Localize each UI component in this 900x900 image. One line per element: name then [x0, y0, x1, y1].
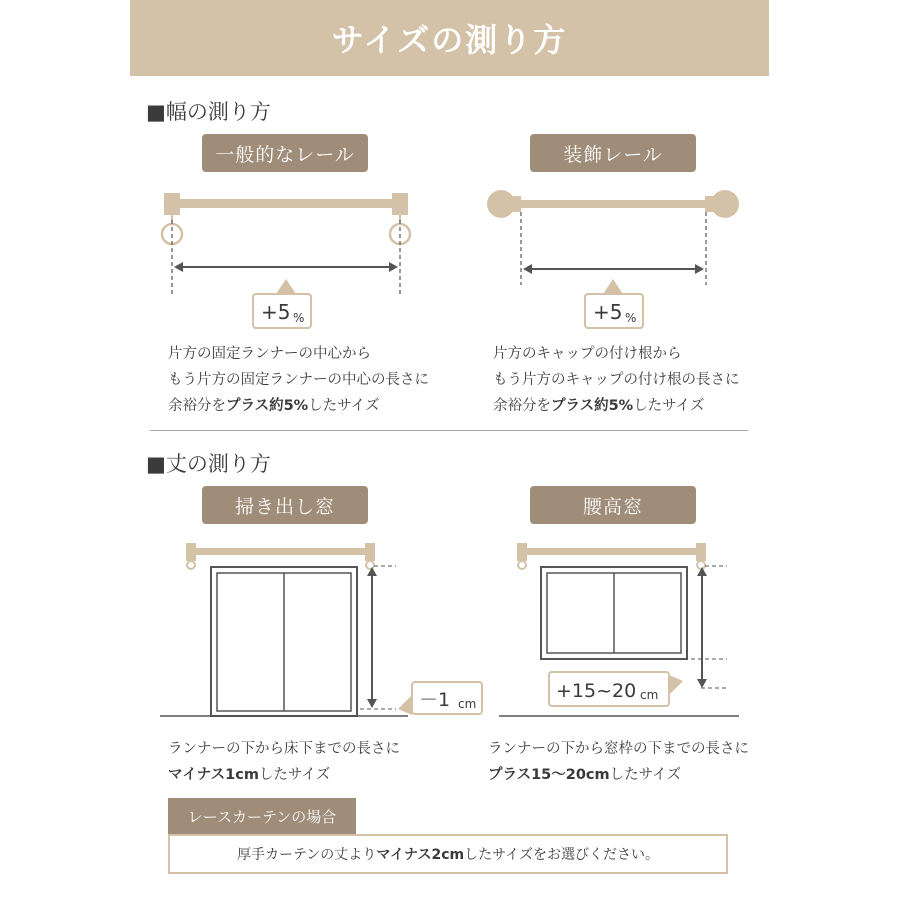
floor-window-label: 掃き出し窓: [202, 486, 368, 524]
rail-bar: [525, 548, 698, 555]
decorative-rail-diagram: [478, 180, 758, 340]
decorative-callout-value: +5: [593, 300, 623, 324]
decorative-callout-unit: %: [625, 311, 637, 325]
page-title: サイズの測り方: [130, 0, 769, 76]
callout-pointer: [398, 695, 412, 715]
lace-curtain-tab: レースカーテンの場合: [168, 798, 356, 834]
rail-bar: [194, 548, 367, 555]
waist-callout-unit: cm: [640, 688, 659, 702]
decorative-rail-label: 装飾レール: [530, 134, 696, 172]
floor-window-description: ランナーの下から床下までの長さに マイナス1cmしたサイズ: [168, 741, 400, 783]
waist-window-diagram: [495, 535, 765, 725]
width-section-title: ■幅の測り方: [146, 100, 271, 124]
rail-left-bracket: [164, 193, 180, 215]
general-rail-label: 一般的なレール: [202, 134, 368, 172]
rail-bar: [178, 199, 394, 208]
waist-callout-value: +15~20: [556, 680, 637, 702]
finial-right: [711, 190, 739, 218]
floor-callout-unit: cm: [458, 697, 477, 711]
callout-pointer: [603, 279, 623, 294]
decorative-rail-description: 片方のキャップの付け根から もう片方のキャップの付け根の長さに 余裕分をプラス約5%したサイズ: [493, 346, 740, 414]
floor-window-diagram: [160, 535, 490, 725]
callout-pointer: [276, 279, 296, 294]
length-section-title: ■丈の測り方: [146, 452, 271, 476]
section-divider: [150, 430, 748, 431]
lace-curtain-note: 厚手カーテンの丈より マイナス2cm したサイズをお選びください。: [168, 834, 728, 874]
general-rail-description: 片方の固定ランナーの中心から もう片方の固定ランナーの中心の長さに 余裕分をプラス約5%したサイズ: [168, 346, 429, 414]
general-rail-diagram: [150, 180, 430, 340]
finial-left: [487, 190, 515, 218]
general-callout-value: +5: [261, 300, 291, 324]
waist-window-description: ランナーの下から窓枠の下までの長さに プラス15～20cmしたサイズ: [488, 741, 749, 783]
waist-window-label: 腰高窓: [530, 486, 696, 524]
rail-bar: [518, 200, 708, 208]
floor-callout-value: －1: [419, 689, 451, 711]
callout-pointer: [669, 675, 683, 695]
general-callout-unit: %: [293, 311, 305, 325]
rail-right-bracket: [392, 193, 408, 215]
